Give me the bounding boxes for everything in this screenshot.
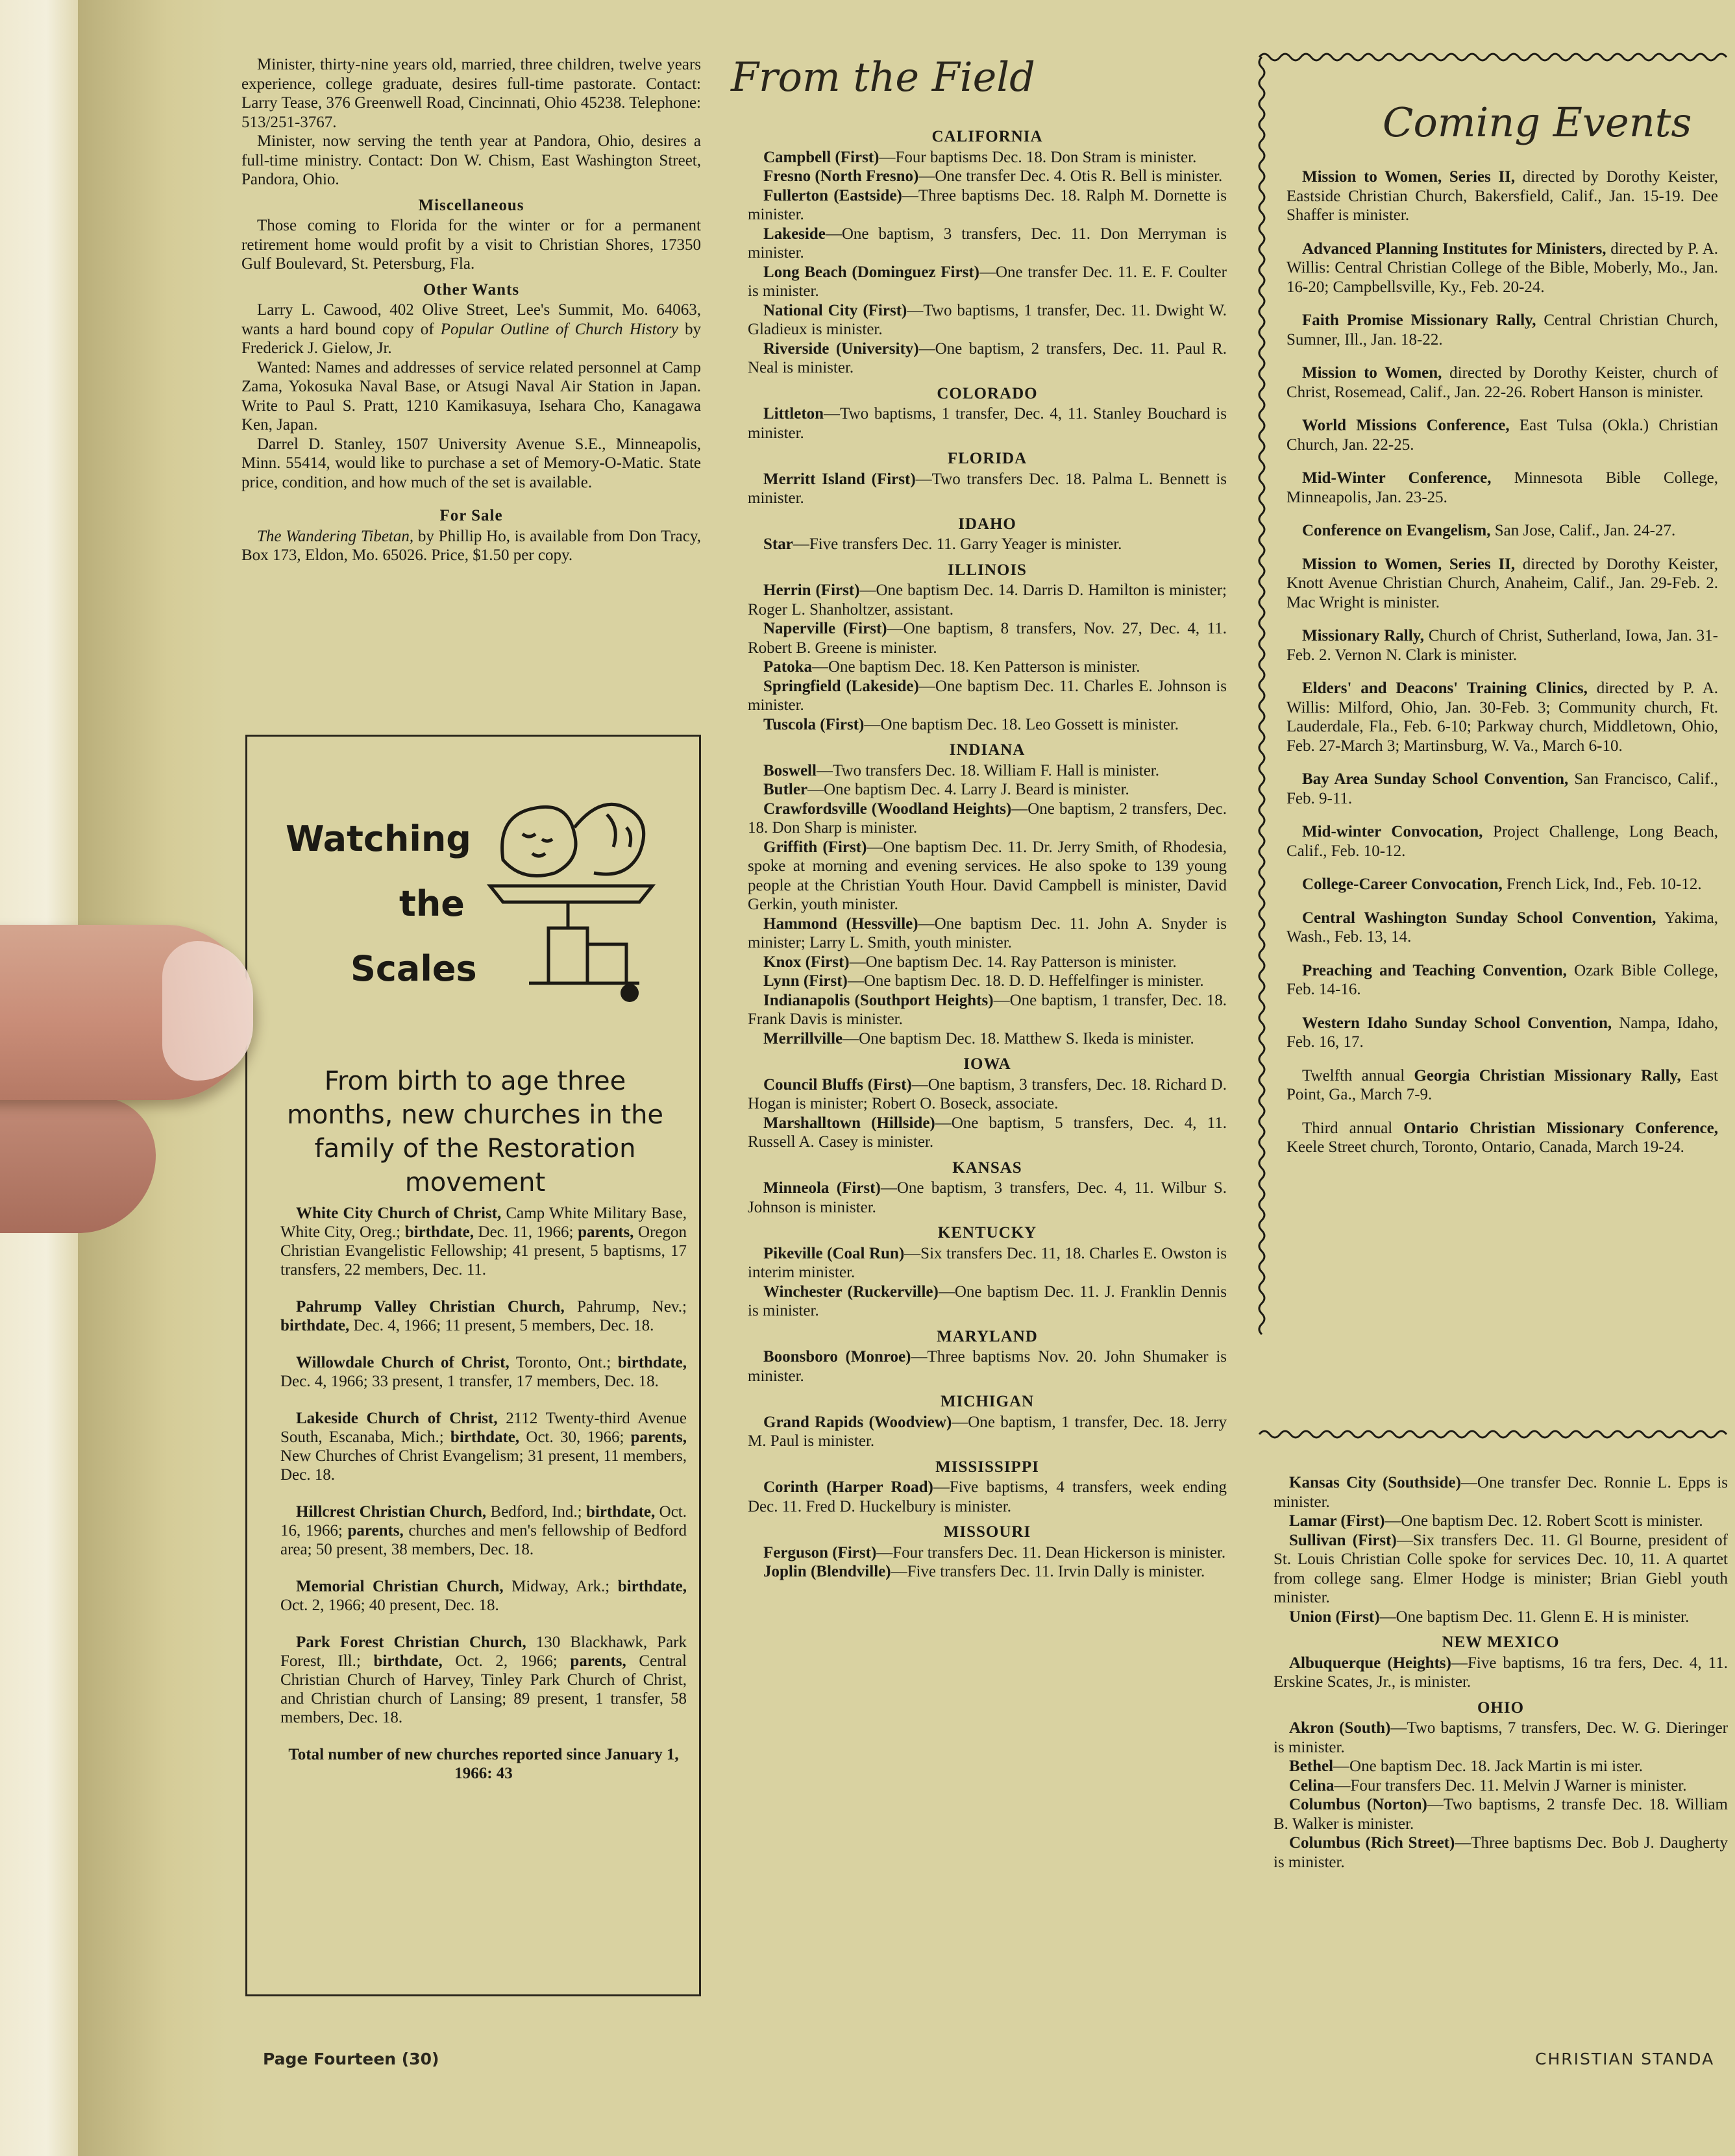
church-details: churches and men's fellowship of Bedford area; 50 present, 38 members, Dec. 18. — [280, 1522, 687, 1558]
church-report — [748, 677, 1227, 715]
event-name: Conference on Evangelism, — [1302, 522, 1491, 539]
report-text: —One baptism, 2 transfers, Dec. 11. Paul R. Neal is minister. — [748, 339, 1227, 376]
church-report — [1274, 1719, 1728, 1757]
report-text: —One transfer Dec. 4. Otis R. Bell is minister. — [918, 167, 1223, 185]
church-name: Hillcrest Christian Church, — [296, 1503, 487, 1521]
church-name: Indianapolis (Southport Heights) — [763, 991, 994, 1009]
church-name: Columbus (Norton) — [1289, 1796, 1427, 1813]
church-location: 2112 Twenty-third Avenue South, Escanaba, Mich.; — [280, 1410, 687, 1446]
event-details: East Point, Ga., March 7-9. — [1286, 1066, 1719, 1103]
church-report — [748, 914, 1227, 953]
scales-subtitle: From birth to age three months, new churches in the family of the Restoration movement — [286, 1066, 664, 1197]
report-text: —Three baptisms Nov. 20. John Shumaker is minister. — [748, 1348, 1227, 1385]
event-details: Yakima, Wash., Feb. 13, 14. — [1286, 909, 1718, 946]
event-details: Keele Street church, Toronto, Ontario, Canada, March 19-24. — [1286, 1138, 1684, 1156]
event-name: Central Washington Sunday School Convention, — [1302, 909, 1656, 927]
state-heading: CALIFORNIA — [931, 128, 1043, 145]
state-heading: INDIANA — [949, 741, 1026, 759]
event-prefix: Twelfth annual — [1302, 1066, 1414, 1084]
church-report — [748, 1179, 1227, 1217]
church-details: New Churches of Christ Evangelism; 31 present, 11 members, Dec. 18. — [280, 1447, 687, 1484]
church-name: Lynn (First) — [763, 972, 848, 990]
event-name: Western Idaho Sunday School Convention, — [1302, 1014, 1612, 1032]
event-details: French Lick, Ind., Feb. 10-12. — [1502, 876, 1702, 893]
report-text: —Two baptisms, 1 transfer, Dec. 11. Dwight W. Gladieux is minister. — [748, 301, 1227, 338]
birthdate-label: birthdate, — [404, 1223, 474, 1241]
church-name: National City (First) — [763, 301, 907, 319]
report-text: —Five transfers Dec. 11. Irvin Dally is minister. — [891, 1563, 1205, 1580]
church-name: Merrillville — [763, 1029, 843, 1047]
church-name: White City Church of Christ, — [296, 1205, 502, 1222]
state-heading: ILLINOIS — [948, 561, 1027, 579]
church-report — [748, 715, 1227, 735]
church-report — [748, 991, 1227, 1029]
church-report — [748, 1075, 1227, 1114]
report-text: —Two baptisms, 7 transfers, Dec. W. G. Dieringer is minister. — [1274, 1719, 1728, 1756]
church-report — [1274, 1776, 1728, 1796]
report-text: —Two transfers Dec. 18. William F. Hall is minister. — [816, 761, 1159, 779]
church-entry — [280, 1409, 687, 1484]
church-report — [748, 1347, 1227, 1386]
church-report — [748, 1543, 1227, 1563]
report-text: —One baptism, 2 transfers, Dec. 18. Don Sharp is minister. — [748, 800, 1227, 837]
church-name: Albuquerque (Heights) — [1289, 1654, 1451, 1672]
report-text: —Two transfers Dec. 18. Palma L. Bennett is minister. — [748, 470, 1227, 507]
church-location: Camp White Military Base, White City, Oreg.; — [280, 1205, 687, 1241]
report-text: —One baptism, 8 transfers, Nov. 27, Dec. 4, 11. Robert B. Greene is minister. — [748, 620, 1227, 657]
report-text: —One baptism, 3 transfers, Dec. 18. Richard D. Hogan is minister; Robert O. Boseck, associate. — [748, 1075, 1227, 1112]
event-details: Ozark Bible College, Feb. 14-16. — [1286, 961, 1718, 998]
church-entry — [280, 1204, 687, 1279]
report-text: —One baptism Dec. 18. Ken Patterson is minister. — [812, 658, 1140, 676]
church-report — [748, 470, 1227, 508]
event-item — [1286, 626, 1718, 665]
event-item — [1286, 770, 1718, 808]
miscellaneous-item: Those coming to Florida for the winter or for a permanent retirement home would profit by a visit to Christian Shores, 17350 Gulf Boulevard, St. Petersburg, Fla. — [241, 217, 701, 273]
church-report — [1274, 1473, 1728, 1512]
other-wants-heading: Other Wants — [423, 280, 520, 299]
wants-item: Wanted: Names and addresses of service related personnel at Camp Zama, Yokosuka Naval Base, or Atsugi Naval Air Station in Japan. Write to Paul S. Pratt, 1210 Kamikasuya, Isehara Cho, Kanagawa Ken, Japan. — [241, 358, 701, 434]
minister-ad: Minister, now serving the tenth year at Pandora, Ohio, desires a full-time ministry. Contact: Don W. Chism, East Washington Street, Pandora, Ohio. — [241, 132, 701, 188]
church-name: Sullivan (First) — [1289, 1531, 1397, 1549]
church-report — [748, 339, 1227, 378]
birthdate-label: birthdate, — [373, 1652, 443, 1670]
event-name: Mission to Women, Series II, — [1302, 555, 1516, 573]
church-name: Star — [763, 535, 793, 553]
church-report — [748, 581, 1227, 619]
event-name: Faith Promise Missionary Rally, — [1302, 312, 1536, 329]
church-name: Crawfordsville (Woodland Heights) — [763, 800, 1012, 818]
church-name: Springfield (Lakeside) — [763, 677, 919, 695]
event-item — [1286, 167, 1718, 225]
church-report — [1274, 1531, 1728, 1608]
church-details: Oct. 2, 1966; 40 present, Dec. 18. — [280, 1597, 499, 1614]
church-name: Joplin (Blendville) — [763, 1563, 891, 1580]
state-heading: FLORIDA — [947, 450, 1027, 467]
report-text: —One baptism Dec. 14. Ray Patterson is minister. — [849, 953, 1177, 971]
wants-item: Larry L. Cawood, 402 Olive Street, Lee's Summit, Mo. 64063, wants a hard bound copy of Popular Outline of Church History by Frederick J. Gielow, Jr. — [241, 301, 702, 357]
church-report — [748, 800, 1227, 838]
birthdate-label: birthdate, — [450, 1428, 520, 1446]
event-name: Georgia Christian Missionary Rally, — [1414, 1066, 1681, 1084]
for-sale-heading: For Sale — [439, 507, 503, 524]
parents-label: parents, — [570, 1652, 626, 1670]
church-name: Boswell — [763, 761, 817, 779]
report-text: —Four transfers Dec. 11. Melvin J Warner is minister. — [1334, 1776, 1687, 1795]
report-text: —One baptism Dec. 18. Matthew S. Ikeda is minister. — [843, 1029, 1194, 1047]
birthdate-label: birthdate, — [617, 1354, 687, 1371]
scales-title: Watching the Scales — [286, 818, 477, 989]
event-name: Bay Area Sunday School Convention, — [1302, 770, 1569, 788]
classifieds-column — [241, 55, 701, 565]
church-name: Pikeville (Coal Run) — [763, 1244, 905, 1262]
report-text: —Two baptisms, 2 transfe Dec. 18. William B. Walker is minister. — [1274, 1796, 1728, 1833]
church-location: Midway, Ark.; — [503, 1578, 618, 1595]
report-text: —Five baptisms, 16 tra fers, Dec. 4, 11. Erskine Scates, Jr., is minister. — [1274, 1654, 1728, 1691]
event-details: directed by Dorothy Keister, church of Christ, Rosemead, Calif., Jan. 22-26. Robert Hanson is minister. — [1286, 364, 1719, 401]
event-item — [1286, 679, 1718, 755]
church-report — [748, 1478, 1227, 1516]
event-details: Project Challenge, Long Beach, Calif., Feb. 10-12. — [1286, 823, 1718, 860]
event-details: Nampa, Idaho, Feb. 16, 17. — [1286, 1014, 1718, 1051]
church-location: 130 Blackhawk, Park Forest, Ill.; — [280, 1634, 687, 1670]
event-name: Elders' and Deacons' Training Clinics, — [1302, 680, 1588, 697]
state-heading: COLORADO — [937, 384, 1038, 402]
church-report — [748, 1562, 1227, 1582]
state-heading: MARYLAND — [937, 1327, 1038, 1345]
event-item — [1286, 1014, 1718, 1052]
report-text: —One baptism, 3 transfers, Dec. 4, 11. Wilbur S. Johnson is minister. — [748, 1179, 1227, 1216]
church-report — [748, 263, 1227, 301]
parents-label: parents, — [630, 1428, 687, 1446]
report-text: —One baptism Dec. 11. Charles E. Johnson is minister. — [748, 677, 1227, 714]
church-report — [748, 761, 1227, 781]
from-the-field-title: From the Field — [731, 53, 1035, 101]
report-text: —One baptism Dec. 18. Leo Gossett is minister. — [864, 715, 1179, 733]
church-report — [748, 1244, 1227, 1282]
report-text: —Three baptisms Dec. Bob J. Daugherty is minister. — [1274, 1834, 1728, 1871]
event-details: directed by Dorothy Keister, Knott Avenue Christian Church, Anaheim, Calif., Jan. 29-Feb. 2. Mac Wright is minister. — [1286, 555, 1718, 611]
church-report — [748, 186, 1227, 225]
thumbnail-photo — [162, 941, 253, 1081]
from-the-field-continued — [1274, 1473, 1728, 1872]
report-text: —One baptism, 5 transfers, Dec. 4, 11. Russell A. Casey is minister. — [748, 1114, 1227, 1151]
event-name: College-Career Convocation, — [1302, 876, 1503, 893]
birthdate-label: birthdate, — [617, 1578, 687, 1595]
event-item — [1286, 822, 1718, 861]
new-churches-total: Total number of new churches reported since January 1, 1966: 43 — [288, 1746, 679, 1782]
state-heading: MISSOURI — [943, 1523, 1031, 1541]
minister-ad: Minister, thirty-nine years old, married, three children, twelve years experience, college graduate, desires full-time pastorate. Contact: Larry Tease, 376 Greenwell Road, Cincinnati, Ohio 45238. Telephone: 513/251-3767. — [241, 56, 701, 131]
church-entry — [280, 1577, 687, 1615]
event-item — [1286, 363, 1718, 402]
report-text: —One baptism Dec. 11. Glenn E. H is minister. — [1379, 1608, 1690, 1626]
church-report — [748, 1114, 1227, 1152]
church-name: Corinth (Harper Road) — [763, 1478, 933, 1496]
church-name: Naperville (First) — [763, 620, 887, 637]
event-item — [1286, 961, 1718, 999]
event-details: San Jose, Calif., Jan. 24-27. — [1490, 522, 1676, 539]
event-item — [1286, 416, 1718, 454]
church-name: Celina — [1289, 1776, 1335, 1795]
church-entry — [280, 1353, 687, 1391]
state-heading: MISSISSIPPI — [935, 1458, 1039, 1476]
report-text: —Five baptisms, 4 transfers, week ending Dec. 11. Fred D. Huckelbury is minister. — [748, 1478, 1227, 1515]
church-details: Dec. 4, 1966; 33 present, 1 transfer, 17 members, Dec. 18. — [280, 1373, 659, 1390]
church-name: Butler — [763, 781, 808, 798]
church-report — [748, 167, 1227, 186]
church-name: Campbell (First) — [763, 148, 880, 166]
church-name: Long Beach (Dominguez First) — [763, 263, 979, 281]
state-heading: MICHIGAN — [940, 1393, 1035, 1410]
birthdate-label: birthdate, — [280, 1317, 350, 1334]
church-name: Akron (South) — [1289, 1719, 1391, 1737]
event-name: Preaching and Teaching Convention, — [1302, 961, 1567, 979]
report-text: —One baptism Dec. 11. J. Franklin Dennis is minister. — [748, 1282, 1227, 1319]
church-name: Winchester (Ruckerville) — [763, 1282, 939, 1301]
church-entry — [280, 1633, 687, 1727]
church-report — [1274, 1833, 1728, 1872]
event-details: directed by Dorothy Keister, Eastside Christian Church, Bakersfield, Calif., Jan. 15-19. Dee Shaffer is minister. — [1286, 168, 1718, 224]
baby-on-scale-illustration — [477, 789, 665, 1009]
state-heading: KENTUCKY — [937, 1224, 1037, 1242]
church-name: Council Bluffs (First) — [763, 1075, 912, 1094]
report-text: —One baptism Dec. 4. Larry J. Beard is minister. — [807, 781, 1129, 798]
event-name: Missionary Rally, — [1302, 627, 1425, 644]
church-report — [748, 148, 1227, 167]
church-name: Ferguson (First) — [763, 1543, 877, 1562]
coming-events-title: Coming Events — [1383, 99, 1692, 146]
church-name: Bethel — [1289, 1758, 1334, 1775]
church-name: Herrin (First) — [763, 582, 860, 599]
event-item — [1286, 909, 1718, 947]
report-text: —Six transfers Dec. 11, 18. Charles E. Owston is interim minister. — [748, 1244, 1227, 1281]
church-name: Littleton — [763, 405, 824, 423]
event-name: World Missions Conference, — [1302, 417, 1510, 434]
event-item — [1286, 875, 1718, 894]
report-text: —One baptism Dec. 11. Dr. Jerry Smith, of Rhodesia, spoke at morning and evening services. He also spoke to 139 young people at the Christian Youth Hour. David Campbell is minister, David Gerkin, youth minister. — [748, 838, 1227, 913]
report-text: —Five transfers Dec. 11. Garry Yeager is minister. — [793, 535, 1122, 553]
report-text: —Four baptisms Dec. 18. Don Stram is minister. — [879, 148, 1197, 166]
church-details: Dec. 4, 1966; 11 present, 5 members, Dec. 18. — [349, 1317, 654, 1334]
report-text: —One baptism, 3 transfers, Dec. 11. Don Merryman is minister. — [748, 225, 1227, 262]
church-report — [748, 780, 1227, 800]
report-text: —One baptism Dec. 18. Jack Martin is mi ister. — [1333, 1758, 1643, 1775]
event-details: East Tulsa (Okla.) Christian Church, Jan. 22-25. — [1286, 417, 1718, 454]
event-details: Church of Christ, Sutherland, Iowa, Jan. 31-Feb. 2. Vernon N. Clark is minister. — [1286, 627, 1718, 664]
event-item — [1286, 555, 1718, 613]
church-report — [748, 1413, 1227, 1451]
church-report — [1274, 1608, 1728, 1627]
event-name: Mission to Women, Series II, — [1302, 168, 1516, 186]
church-name: Lakeside — [763, 225, 826, 243]
event-item — [1286, 1066, 1718, 1105]
church-name: Griffith (First) — [763, 838, 867, 856]
report-text: —Two baptisms, 1 transfer, Dec. 4, 11. Stanley Bouchard is minister. — [748, 405, 1227, 442]
church-name: Fresno (North Fresno) — [763, 167, 919, 185]
church-entry — [280, 1297, 687, 1335]
event-details: directed by P. A. Willis: Milford, Ohio, Jan. 30-Feb. 3; Community church, Ft. Lauderdale, Fla., Feb. 6-10; Parkway church, Middletown, Ohio, Feb. 27-March 3; Martinsburg, W. Va., March 6-10. — [1286, 680, 1718, 755]
event-name: Mission to Women, — [1302, 364, 1442, 382]
report-text: —Six transfers Dec. 11. Gl Bourne, president of St. Louis Christian Colle spoke for services Dec. 10, 11. A quartet from college sang. Elmer Hodge is minister; Brian Giebl youth minister. — [1274, 1531, 1728, 1606]
church-details: Oct. 16, 1966; — [280, 1503, 687, 1539]
church-name: Pahrump Valley Christian Church, — [296, 1298, 565, 1316]
church-name: Kansas City (Southside) — [1289, 1474, 1461, 1491]
church-name: Willowdale Church of Christ, — [296, 1354, 510, 1371]
event-item — [1286, 469, 1718, 507]
church-name: Tuscola (First) — [763, 715, 865, 733]
church-report — [748, 657, 1227, 677]
church-details: Oregon Christian Evangelistic Fellowship; 41 present, 5 baptisms, 17 transfers, 22 members, Dec. 11. — [280, 1223, 687, 1279]
church-details: Central Christian Church of Harvey, Tinley Park Church of Christ, and Christian church of Lansing; 89 present, 1 transfer, 58 members, Dec. 18. — [280, 1652, 687, 1726]
church-report — [1274, 1795, 1728, 1833]
page-number: Page Fourteen (30) — [263, 2050, 439, 2068]
church-details: Oct. 30, 1966; — [519, 1428, 631, 1446]
church-report — [748, 225, 1227, 263]
event-name: Mid-winter Convocation, — [1302, 823, 1483, 840]
church-report — [1274, 1757, 1728, 1776]
birthdate-label: birthdate, — [586, 1503, 656, 1521]
event-prefix: Third annual — [1302, 1119, 1404, 1137]
church-report — [748, 301, 1227, 339]
parents-label: parents, — [347, 1522, 404, 1539]
report-text: —One baptism, 1 transfer, Dec. 18. Jerry M. Paul is minister. — [748, 1413, 1227, 1450]
state-heading: OHIO — [1477, 1698, 1525, 1717]
event-details: Central Christian Church, Sumner, Ill., Jan. 18-22. — [1286, 312, 1718, 349]
church-entry — [280, 1502, 687, 1559]
publication-name: CHRISTIAN STANDA — [1535, 2050, 1715, 2068]
church-report — [748, 535, 1227, 554]
event-name: Ontario Christian Missionary Conference, — [1403, 1119, 1718, 1137]
church-name: Memorial Christian Church, — [296, 1578, 504, 1595]
report-text: —One transfer Dec. Ronnie L. Epps is minister. — [1274, 1474, 1729, 1511]
event-name: Advanced Planning Institutes for Ministers, — [1302, 239, 1606, 258]
report-text: —One baptism Dec. 18. D. D. Heffelfinger is minister. — [847, 972, 1204, 990]
church-name: Fullerton (Eastside) — [763, 186, 902, 204]
church-name: Knox (First) — [763, 953, 850, 971]
church-report — [748, 953, 1227, 972]
parents-label: parents, — [578, 1223, 634, 1241]
state-heading: IOWA — [963, 1055, 1011, 1073]
church-name: Patoka — [763, 658, 812, 676]
church-report — [748, 972, 1227, 991]
church-report — [748, 404, 1227, 443]
church-location: Toronto, Ont.; — [509, 1354, 618, 1371]
report-text: —One baptism, 1 transfer, Dec. 18. Frank Davis is minister. — [748, 991, 1227, 1028]
event-name: Mid-Winter Conference, — [1302, 469, 1492, 487]
church-report — [748, 619, 1227, 657]
church-location: Bedford, Ind.; — [486, 1503, 586, 1521]
coming-events-list — [1286, 167, 1718, 1171]
church-name: Merritt Island (First) — [763, 470, 916, 488]
state-heading: IDAHO — [958, 515, 1016, 533]
new-churches-list — [280, 1204, 687, 1801]
event-item — [1286, 521, 1718, 541]
church-details: Oct. 2, 1966; — [442, 1652, 571, 1670]
report-text: —One transfer Dec. 11. E. F. Coulter is minister. — [748, 263, 1227, 300]
church-name: Park Forest Christian Church, — [296, 1634, 526, 1651]
church-name: Marshalltown (Hillside) — [763, 1114, 935, 1132]
event-item — [1286, 311, 1718, 349]
from-the-field-column — [748, 121, 1227, 1582]
miscellaneous-heading: Miscellaneous — [418, 196, 524, 214]
church-report — [748, 1029, 1227, 1049]
event-item — [1286, 239, 1718, 297]
church-name: Lakeside Church of Christ, — [296, 1410, 498, 1427]
report-text: —Four transfers Dec. 11. Dean Hickerson is minister. — [876, 1543, 1226, 1562]
event-details: directed by P. A. Willis: Central Christian College of the Bible, Moberly, Mo., Jan. 16-20; Campbellsville, Ky., Feb. 20-24. — [1286, 239, 1718, 296]
church-name: Lamar (First) — [1289, 1512, 1385, 1530]
church-report — [1274, 1654, 1728, 1692]
state-heading: NEW MEXICO — [1442, 1634, 1560, 1651]
church-location: Pahrump, Nev.; — [564, 1298, 687, 1316]
church-report — [748, 1282, 1227, 1321]
wants-item: Darrel D. Stanley, 1507 University Avenue S.E., Minneapolis, Minn. 55414, would like to purchase a set of Memory-O-Matic. State price, condition, and how much of the set is available. — [241, 435, 701, 491]
church-name: Columbus (Rich Street) — [1289, 1834, 1455, 1852]
church-report — [748, 838, 1227, 914]
report-text: —One baptism Dec. 11. John A. Snyder is minister; Larry L. Smith, youth minister. — [748, 914, 1227, 951]
church-name: Hammond (Hessville) — [763, 914, 918, 933]
church-name: Minneola (First) — [763, 1179, 881, 1197]
report-text: —Three baptisms Dec. 18. Ralph M. Dornette is minister. — [748, 186, 1227, 223]
church-report — [1274, 1512, 1728, 1531]
event-item — [1286, 1119, 1718, 1157]
church-details: Dec. 11, 1966; — [473, 1223, 578, 1241]
church-name: Grand Rapids (Woodview) — [763, 1413, 952, 1431]
report-text: —One baptism Dec. 14. Darris D. Hamilton is minister; Roger L. Shanholtzer, assistant. — [748, 582, 1227, 619]
event-details: San Francisco, Calif., Feb. 9-11. — [1286, 770, 1718, 807]
for-sale-item: The Wandering Tibetan, by Phillip Ho, is available from Don Tracy, Box 173, Eldon, Mo. 65026. Price, $1.50 per copy. — [241, 527, 701, 564]
church-name: Riverside (University) — [763, 339, 919, 358]
church-name: Boonsboro (Monroe) — [763, 1348, 911, 1366]
church-name: Union (First) — [1289, 1608, 1380, 1626]
event-details: Minnesota Bible College, Minneapolis, Jan. 23-25. — [1286, 469, 1719, 506]
report-text: —One baptism Dec. 12. Robert Scott is minister. — [1384, 1512, 1703, 1530]
state-heading: KANSAS — [952, 1158, 1022, 1177]
